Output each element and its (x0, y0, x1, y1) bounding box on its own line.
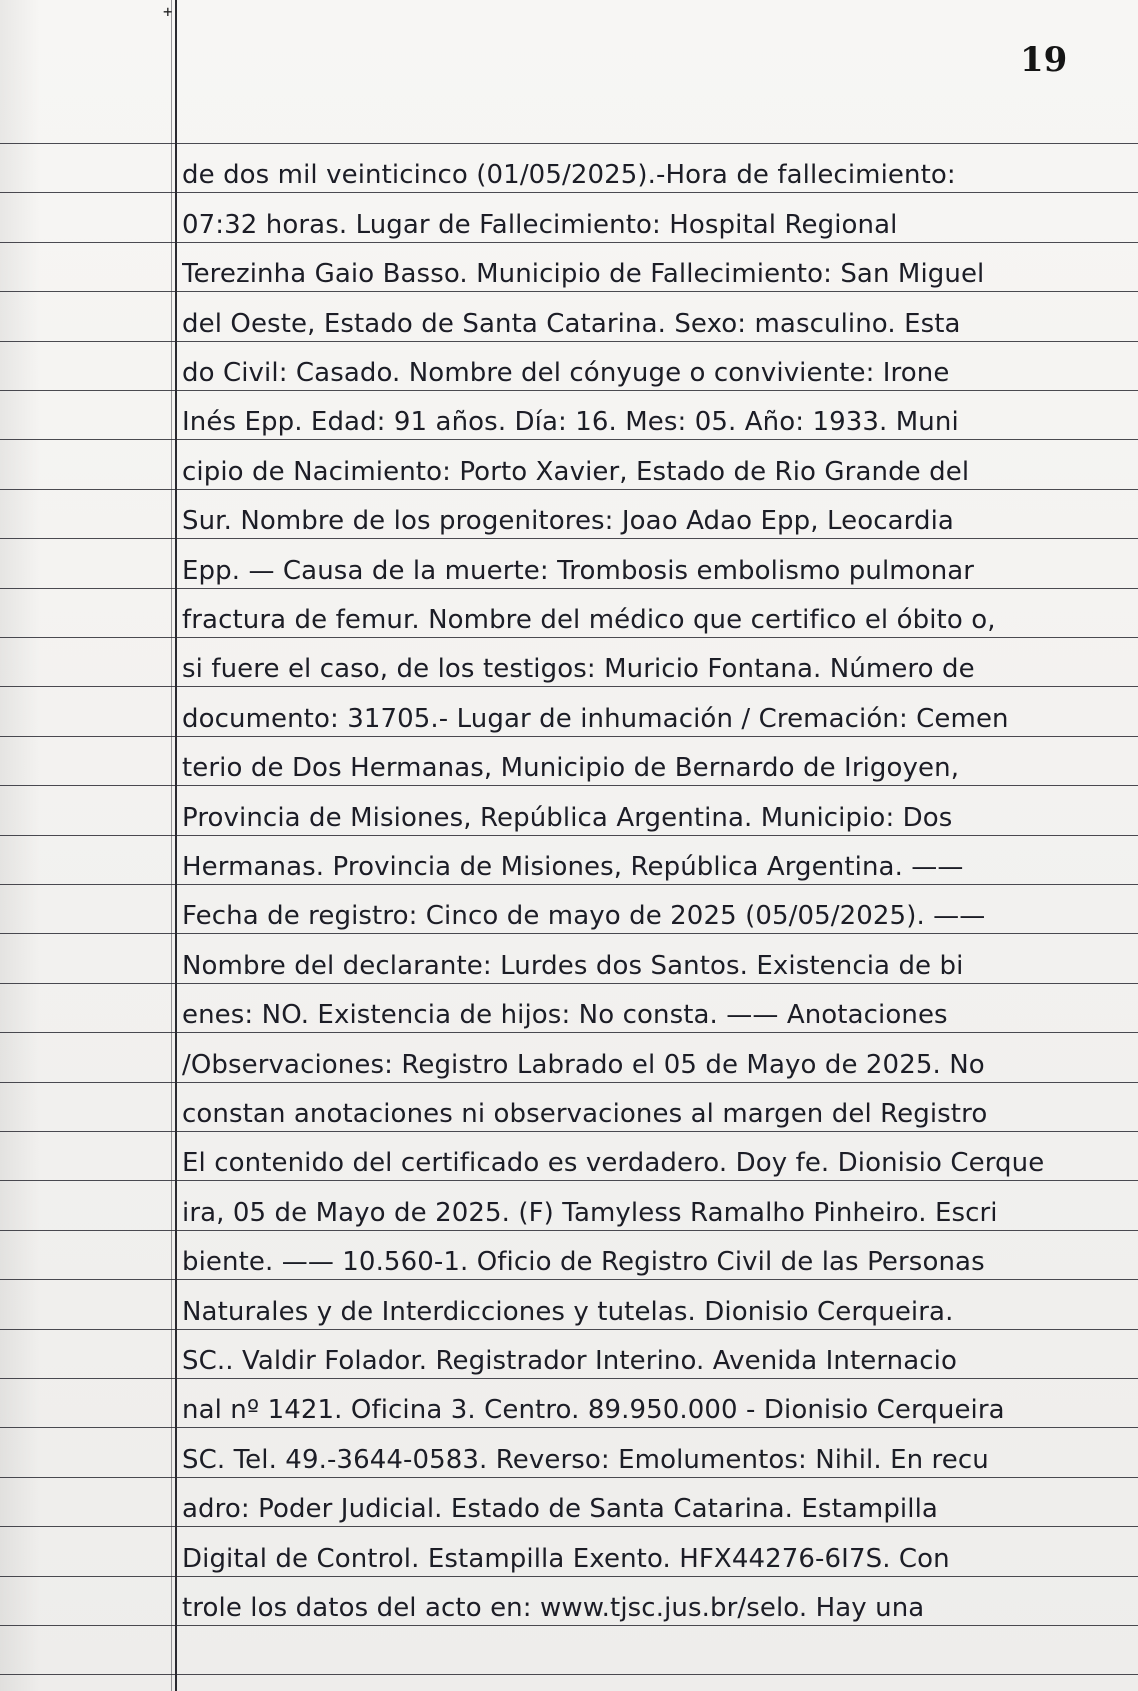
ruled-line (0, 1674, 1138, 1675)
ruled-line (0, 1625, 1138, 1626)
ruled-line (0, 637, 1138, 638)
text-line: del Oeste, Estado de Santa Catarina. Sexo: masculino. Esta (182, 308, 961, 339)
ruled-line (0, 143, 1138, 144)
text-line: Digital de Control. Estampilla Exento. HFX44276-6I7S. Con (182, 1543, 950, 1574)
ruled-line (0, 291, 1138, 292)
corner-mark: + (163, 2, 173, 21)
text-line: ira, 05 de Mayo de 2025. (F) Tamyless Ramalho Pinheiro. Escri (182, 1197, 998, 1228)
text-line: Fecha de registro: Cinco de mayo de 2025 (05/05/2025). —— (182, 901, 986, 932)
ruled-line (0, 1032, 1138, 1033)
text-line: enes: NO. Existencia de hijos: No consta. —— Anotaciones (182, 1000, 948, 1031)
ruled-line (0, 1378, 1138, 1379)
ruled-line (0, 1477, 1138, 1478)
ruled-line (0, 983, 1138, 984)
text-line: terio de Dos Hermanas, Municipio de Bernardo de Irigoyen, (182, 753, 960, 784)
text-line: /Observaciones: Registro Labrado el 05 de Mayo de 2025. No (182, 1049, 985, 1080)
text-line: cipio de Nacimiento: Porto Xavier, Estado de Rio Grande del (182, 456, 970, 487)
ruled-line (0, 1230, 1138, 1231)
text-line: adro: Poder Judicial. Estado de Santa Catarina. Estampilla (182, 1494, 938, 1525)
ruled-line (0, 1576, 1138, 1577)
text-line: SC.. Valdir Folador. Registrador Interino. Avenida Internacio (182, 1346, 958, 1376)
ruled-line (0, 1427, 1138, 1428)
text-line: SC. Tel. 49.-3644-0583. Reverso: Emolumentos: Nihil. En recu (182, 1444, 989, 1475)
ruled-line (0, 538, 1138, 539)
text-line: trole los datos del acto en: www.tjsc.jus.br/selo. Hay una (182, 1593, 925, 1623)
ruled-line (0, 686, 1138, 687)
ruled-line (0, 785, 1138, 786)
text-line: Naturales y de Interdicciones y tutelas. Dionisio Cerqueira. (182, 1296, 954, 1327)
text-line: de dos mil veinticinco (01/05/2025).-Hora de fallecimiento: (182, 160, 956, 191)
ruled-line (0, 884, 1138, 885)
text-line: Inés Epp. Edad: 91 años. Día: 16. Mes: 05. Año: 1933. Muni (182, 407, 959, 438)
text-line: constan anotaciones ni observaciones al margen del Registro (182, 1099, 988, 1129)
ruled-line (0, 390, 1138, 391)
text-line: biente. —— 10.560-1. Oficio de Registro Civil de las Personas (182, 1247, 985, 1278)
ruled-line (0, 341, 1138, 342)
text-line: Nombre del declarante: Lurdes dos Santos. Existencia de bi (182, 950, 964, 981)
ruled-line (0, 1180, 1138, 1181)
ruled-line (0, 736, 1138, 737)
ruled-line (0, 1279, 1138, 1280)
text-line: do Civil: Casado. Nombre del cónyuge o conviviente: Irone (182, 358, 950, 388)
text-line: fractura de femur. Nombre del médico que certifico el óbito o, (182, 605, 996, 635)
ruled-line (0, 192, 1138, 193)
ruled-line (0, 1329, 1138, 1330)
text-line: nal nº 1421. Oficina 3. Centro. 89.950.000 - Dionisio Cerqueira (182, 1395, 1005, 1426)
ruled-line (0, 1082, 1138, 1083)
text-line: Epp. — Causa de la muerte: Trombosis embolismo pulmonar (182, 555, 975, 586)
ruled-line (0, 242, 1138, 243)
text-line: El contenido del certificado es verdadero. Doy fe. Dionisio Cerque (182, 1148, 1045, 1179)
text-line: si fuere el caso, de los testigos: Muricio Fontana. Número de (182, 654, 975, 685)
ruled-line (0, 1526, 1138, 1527)
text-line: Terezinha Gaio Basso. Municipio de Fallecimiento: San Miguel (182, 259, 985, 290)
text-line: Provincia de Misiones, República Argentina. Municipio: Dos (182, 802, 953, 833)
ruled-line (0, 588, 1138, 589)
page-number: 19 (1020, 40, 1068, 80)
text-line: documento: 31705.- Lugar de inhumación / Cremación: Cemen (182, 703, 1009, 734)
text-line: Sur. Nombre de los progenitores: Joao Adao Epp, Leocardia (182, 506, 954, 537)
ruled-line (0, 835, 1138, 836)
ruled-line (0, 1131, 1138, 1132)
margin-line (175, 0, 177, 1691)
margin-line-secondary (171, 0, 172, 1691)
text-line: Hermanas. Provincia de Misiones, República Argentina. —— (182, 852, 964, 882)
ruled-line (0, 489, 1138, 490)
text-line: 07:32 horas. Lugar de Fallecimiento: Hospital Regional (182, 209, 898, 240)
ruled-line (0, 933, 1138, 934)
ruled-line (0, 439, 1138, 440)
